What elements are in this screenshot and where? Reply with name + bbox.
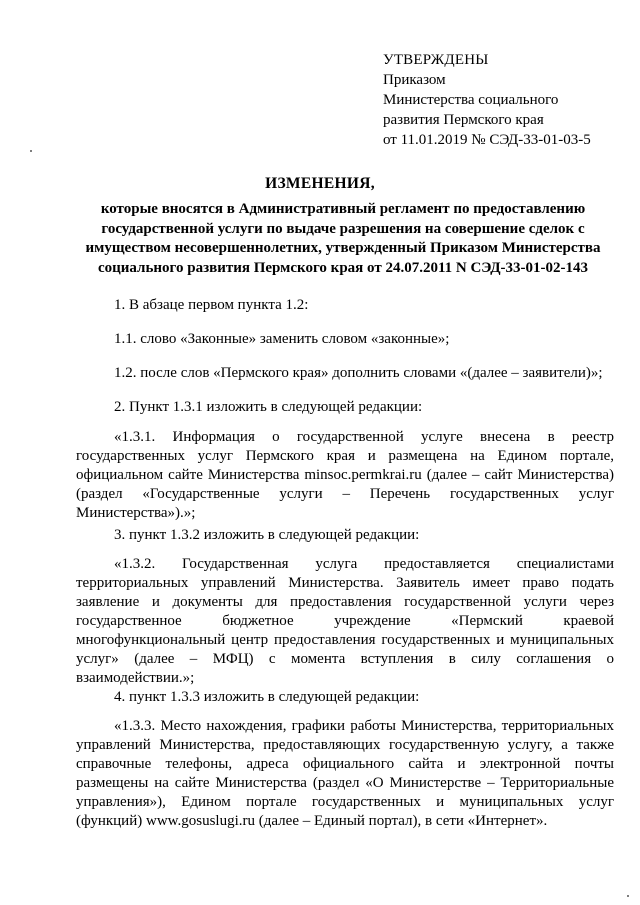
text-line: (функций) www.gosuslugi.ru (далее – Единый портал), в сети «Интернет». xyxy=(76,813,548,829)
paragraph-4-text xyxy=(76,717,614,831)
document-subtitle xyxy=(66,200,620,278)
subtitle-line: государственной услуги по выдаче разрешения на совершение сделок с xyxy=(101,220,585,237)
paragraph-2-text xyxy=(76,428,614,523)
paragraph-1-2: 1.2. после слов «Пермского края» дополнить словами «(далее – заявители)»; xyxy=(114,365,603,381)
text-line: «1.3.2. Государственная услуга предоставляется специалистами xyxy=(114,556,614,572)
paragraph-4: 4. пункт 1.3.3 изложить в следующей редакции: xyxy=(114,689,420,705)
text-line: услуг» (далее – МФЦ) с момента вступления в силу соглашения о xyxy=(76,651,614,667)
subtitle-line: социального развития Пермского края от 24.07.2011 N СЭД-33-01-02-143 xyxy=(97,259,588,276)
approval-date-number: от 11.01.2019 № СЭД-33-01-03-5 xyxy=(383,132,591,148)
paragraph-1: 1. В абзаце первом пункта 1.2: xyxy=(114,297,309,313)
text-line: «1.3.1. Информация о государственной услуге внесена в реестр xyxy=(114,429,614,445)
text-line: размещены на сайте Министерства (раздел «О Министерстве – Территориальные xyxy=(76,775,614,791)
approval-block xyxy=(383,50,591,150)
scan-speck xyxy=(30,150,32,152)
text-line: заявление и документы для предоставления государственной услуги через xyxy=(76,594,614,610)
text-line: управлений Министерства, предоставляющих государственную услугу, а также xyxy=(76,737,614,753)
paragraph-3: 3. пункт 1.3.2 изложить в следующей редакции: xyxy=(114,527,420,543)
text-line: управления»), Едином портале государственных и муниципальных услуг xyxy=(76,794,614,810)
text-line: многофункциональный центр предоставления государственных и муниципальных xyxy=(76,632,614,648)
subtitle-line: имуществом несовершеннолетних, утвержденный Приказом Министерства xyxy=(85,240,601,256)
approval-line: Приказом xyxy=(383,72,446,88)
text-line: взаимодействии.»; xyxy=(76,670,195,686)
text-line: государственное бюджетное учреждение «Пермский краевой xyxy=(76,613,614,629)
paragraph-1-1: 1.1. слово «Законные» заменить словом «законные»; xyxy=(114,331,450,347)
approval-line: Министерства социального xyxy=(383,92,559,108)
text-line: официальном сайте Министерства minsoc.permkrai.ru (далее – сайт Министерства) xyxy=(76,467,614,483)
paragraph-2: 2. Пункт 1.3.1 изложить в следующей редакции: xyxy=(114,399,423,415)
text-line: Министерства»).»; xyxy=(76,505,196,521)
text-line: территориальных управлений Министерства. Заявитель имеет право подать xyxy=(76,575,614,591)
text-line: государственных услуг Пермского края и размещена на Едином портале, xyxy=(76,448,614,464)
document-title: ИЗМЕНЕНИЯ, xyxy=(265,175,375,192)
text-line: (раздел «Государственные услуги – Перечень государственных услуг xyxy=(76,486,614,502)
text-line: «1.3.3. Место нахождения, графики работы Министерства, территориальных xyxy=(114,718,614,734)
scan-speck xyxy=(627,895,629,897)
approval-heading: УТВЕРЖДЕНЫ xyxy=(383,52,489,68)
subtitle-line: которые вносятся в Административный регламент по предоставлению xyxy=(100,201,586,217)
paragraph-3-text xyxy=(76,555,614,688)
text-line: справочные телефоны, адреса официального сайта и электронной почты xyxy=(76,756,614,772)
approval-line: развития Пермского края xyxy=(383,112,544,128)
